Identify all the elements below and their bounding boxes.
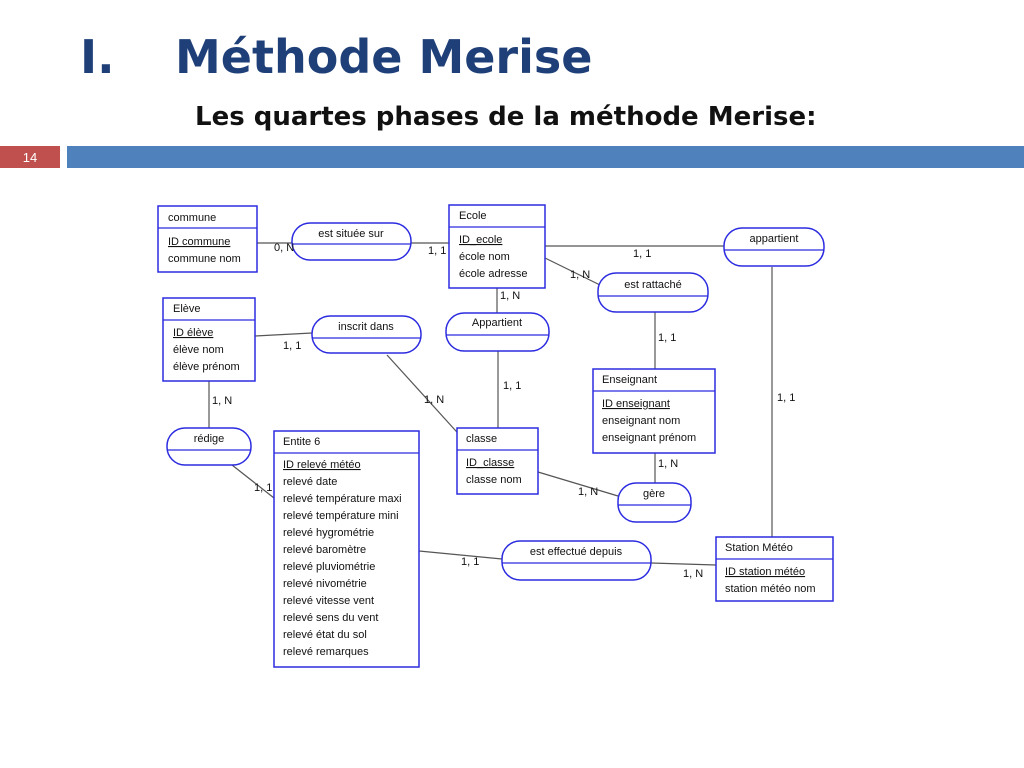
attribute: ID élève — [173, 327, 214, 339]
attribute: relevé pluviométrie — [283, 561, 376, 573]
attribute: relevé baromètre — [283, 544, 367, 556]
attribute: élève prénom — [173, 361, 240, 373]
attribute: relevé hygrométrie — [283, 527, 375, 539]
cardinality: 1, 1 — [658, 332, 677, 344]
cardinality: 1, 1 — [428, 245, 447, 257]
cardinality: 1, N — [658, 458, 679, 470]
cardinality: 1, N — [570, 269, 591, 281]
slide-number: 14 — [0, 146, 60, 168]
cardinality: 1, 1 — [777, 392, 796, 404]
association-label: est située sur — [318, 228, 384, 240]
association-label: gère — [642, 488, 666, 500]
association-label: appartient — [749, 233, 799, 245]
association-redige — [167, 428, 251, 465]
entity-ecole — [449, 205, 545, 288]
attribute: enseignant nom — [602, 415, 681, 427]
attribute: enseignant prénom — [602, 432, 697, 444]
association-label: inscrit dans — [338, 321, 394, 333]
association-inscrit — [312, 316, 421, 353]
entity-name: Elève — [173, 303, 201, 315]
attribute: relevé température maxi — [283, 493, 402, 505]
cardinality: 1, 1 — [283, 340, 302, 352]
association-gere — [618, 483, 691, 522]
cardinality: 1, 1 — [254, 482, 273, 494]
attribute: relevé nivométrie — [283, 578, 367, 590]
cardinality: 1, N — [683, 568, 704, 580]
association-label: Appartient — [471, 317, 523, 329]
cardinality: 0, N — [274, 242, 295, 254]
entity-name: classe — [466, 433, 498, 445]
cardinality: 1, 1 — [461, 556, 480, 568]
attribute: commune nom — [168, 253, 241, 265]
entity-entite6 — [274, 431, 419, 667]
association-label: est effectué depuis — [529, 546, 623, 558]
title-text: Méthode Merise — [175, 30, 593, 84]
cardinality: 1, 1 — [503, 380, 522, 392]
link-eleve-inscrit — [255, 333, 312, 336]
entity-name: Entite 6 — [283, 436, 321, 448]
attribute: ID_ecole — [459, 234, 503, 246]
attribute: école nom — [459, 251, 510, 263]
attribute: relevé sens du vent — [283, 612, 379, 624]
association-situee — [292, 223, 411, 260]
association-effectue — [502, 541, 651, 580]
entity-commune — [158, 206, 257, 272]
attribute: relevé état du sol — [283, 629, 367, 641]
association-label: est rattaché — [624, 279, 682, 291]
attribute: ID station météo — [725, 566, 806, 578]
cardinality: 1, N — [500, 290, 521, 302]
entity-name: Ecole — [459, 210, 487, 222]
association-label: rédige — [193, 433, 225, 445]
entity-station-meteo — [716, 537, 833, 601]
attribute: ID enseignant — [602, 398, 670, 410]
entity-name: Station Météo — [725, 542, 793, 554]
entity-enseignant — [593, 369, 715, 453]
association-appartient-top — [724, 228, 824, 266]
association-rattache — [598, 273, 708, 312]
attribute: ID relevé météo — [283, 459, 361, 471]
attribute: relevé température mini — [283, 510, 399, 522]
attribute: classe nom — [466, 474, 522, 486]
cardinality: 1, 1 — [633, 248, 652, 260]
attribute: élève nom — [173, 344, 224, 356]
cardinality: 1, N — [212, 395, 233, 407]
attribute: station météo nom — [725, 583, 816, 595]
cardinality: 1, N — [578, 486, 599, 498]
attribute: relevé remarques — [283, 646, 369, 658]
attribute: école adresse — [459, 268, 528, 280]
entity-eleve — [163, 298, 255, 381]
attribute: relevé date — [283, 476, 338, 488]
entity-name: Enseignant — [602, 374, 658, 386]
slide-subtitle: Les quartes phases de la méthode Merise: — [195, 102, 817, 132]
link-effectue-station — [651, 563, 716, 565]
section-number: I. — [80, 30, 115, 84]
entity-name: commune — [168, 212, 217, 224]
attribute: ID commune — [168, 236, 231, 248]
attribute: ID_classe — [466, 457, 515, 469]
cardinality: 1, N — [424, 394, 445, 406]
association-appartient-mid — [446, 313, 549, 351]
attribute: relevé vitesse vent — [283, 595, 375, 607]
entity-classe — [457, 428, 538, 494]
